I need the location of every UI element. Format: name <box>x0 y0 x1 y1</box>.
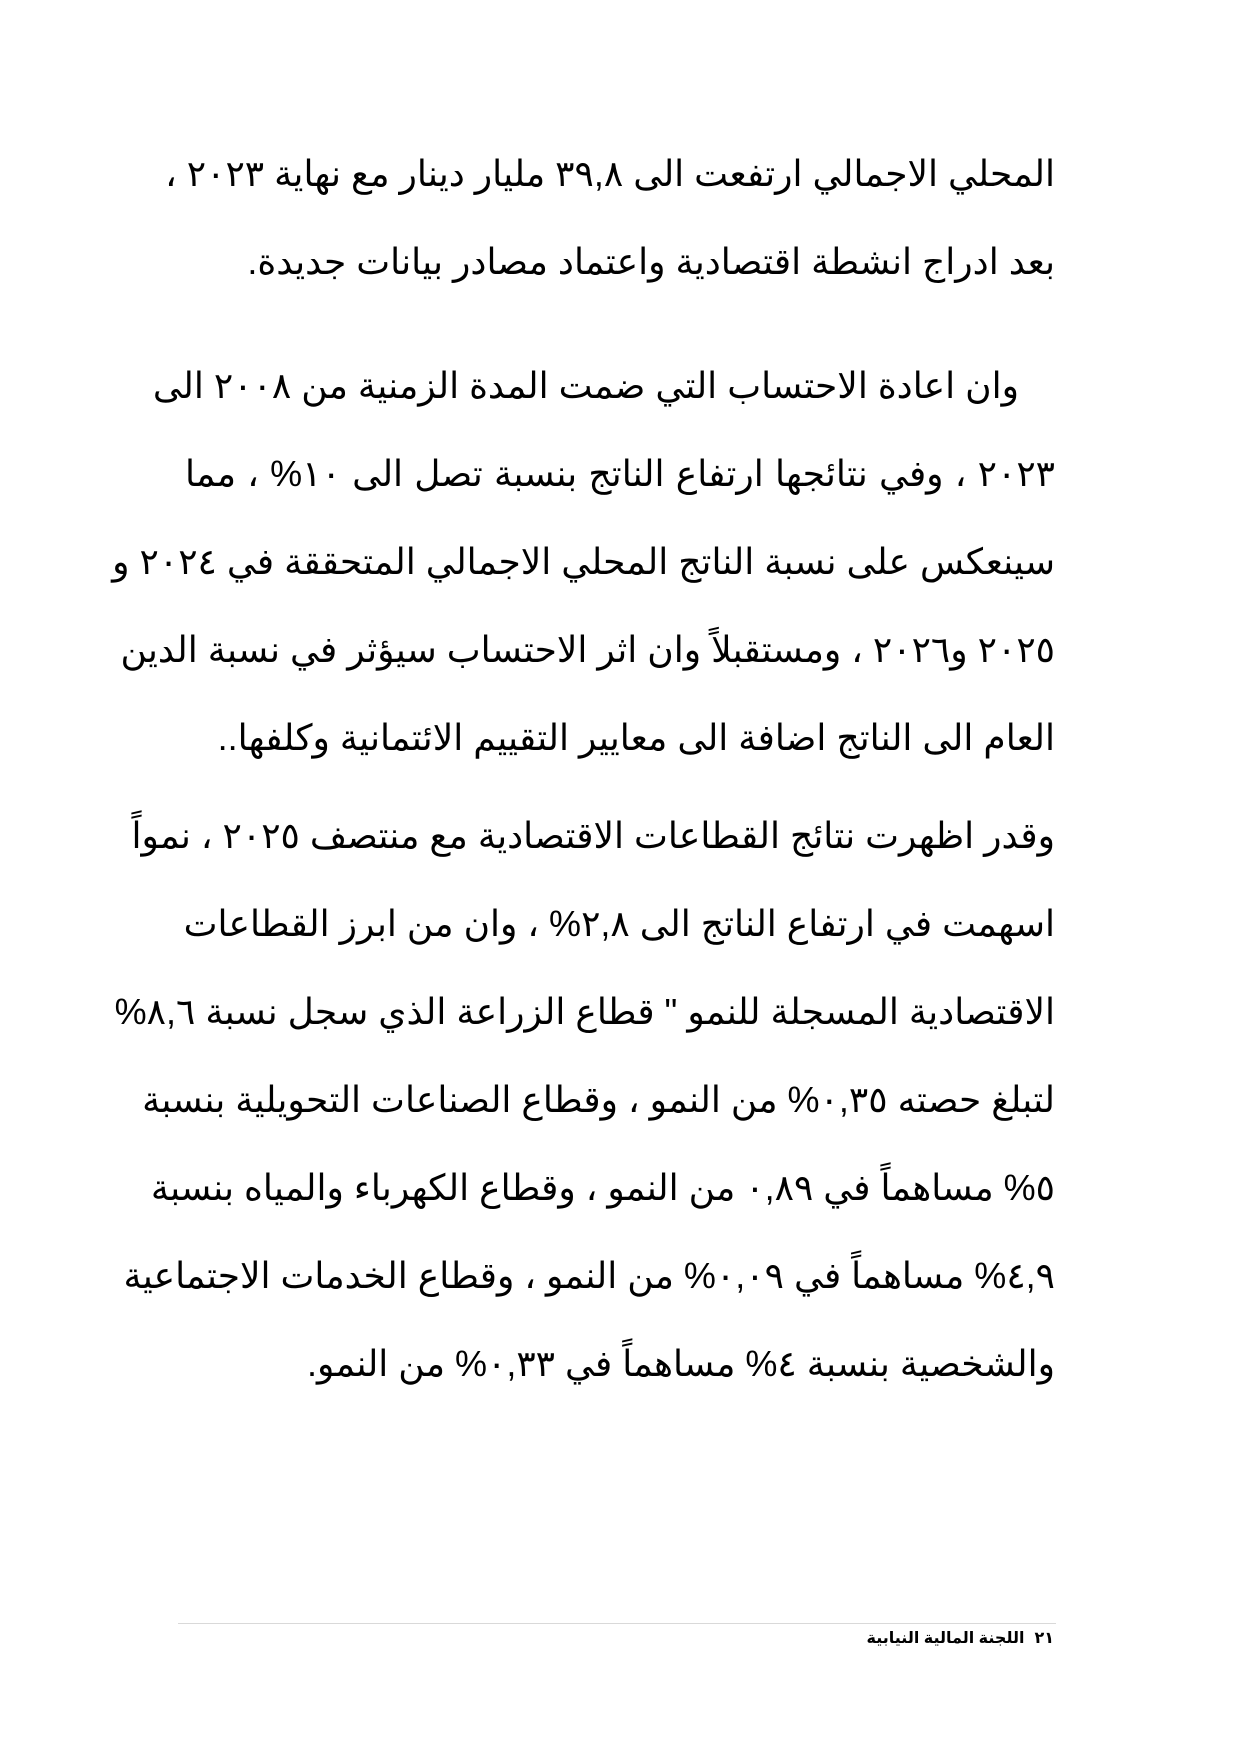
text-line: ٢٠٢٥ و٢٠٢٦ ، ومستقبلاً وان اثر الاحتساب سيؤثر في نسبة الدين <box>120 629 1055 670</box>
text-line: سينعكس على نسبة الناتج المحلي الاجمالي المتحققة في ٢٠٢٤ و <box>112 541 1055 582</box>
text-line: المحلي الاجمالي ارتفعت الى ٣٩,٨ مليار دينار مع نهاية ٢٠٢٣ ، <box>165 153 1055 194</box>
text-line: اسهمت في ارتفاع الناتج الى ٢,٨% ، وان من ابرز القطاعات <box>183 903 1055 944</box>
text-line: العام الى الناتج اضافة الى معايير التقييم الائتمانية وكلفها.. <box>217 717 1055 758</box>
text-line: بعد ادراج انشطة اقتصادية واعتماد مصادر بيانات جديدة. <box>247 241 1055 282</box>
footer-label: اللجنة المالية النيابية <box>866 1630 1025 1647</box>
text-line: ٢٠٢٣ ، وفي نتائجها ارتفاع الناتج بنسبة تصل الى ١٠% ، مما <box>185 453 1055 494</box>
page-number: ٢١ <box>1034 1630 1054 1647</box>
paragraph-gdp-revision <box>165 130 1055 306</box>
text-line: لتبلغ حصته ٠,٣٥% من النمو ، وقطاع الصناعات التحويلية بنسبة <box>142 1079 1055 1120</box>
text-line: ٥% مساهماً في ٠,٨٩ من النمو ، وقطاع الكهرباء والمياه بنسبة <box>150 1167 1055 1208</box>
text-line: وقدر اظهرت نتائج القطاعات الاقتصادية مع منتصف ٢٠٢٥ ، نمواً <box>131 815 1055 856</box>
paragraph-recalculation <box>112 342 1055 782</box>
text-line: وان اعادة الاحتساب التي ضمت المدة الزمنية من ٢٠٠٨ الى <box>152 365 1019 406</box>
paragraph-sector-growth <box>114 792 1055 1408</box>
text-line: الاقتصادية المسجلة للنمو " قطاع الزراعة الذي سجل نسبة ٨,٦% <box>114 991 1055 1032</box>
text-line: والشخصية بنسبة ٤% مساهماً في ٠,٣٣% من النمو. <box>307 1343 1055 1384</box>
text-line: ٤,٩% مساهماً في ٠,٠٩% من النمو ، وقطاع الخدمات الاجتماعية <box>123 1255 1055 1296</box>
page-footer <box>867 1627 1054 1651</box>
footer-divider <box>178 1623 1056 1624</box>
